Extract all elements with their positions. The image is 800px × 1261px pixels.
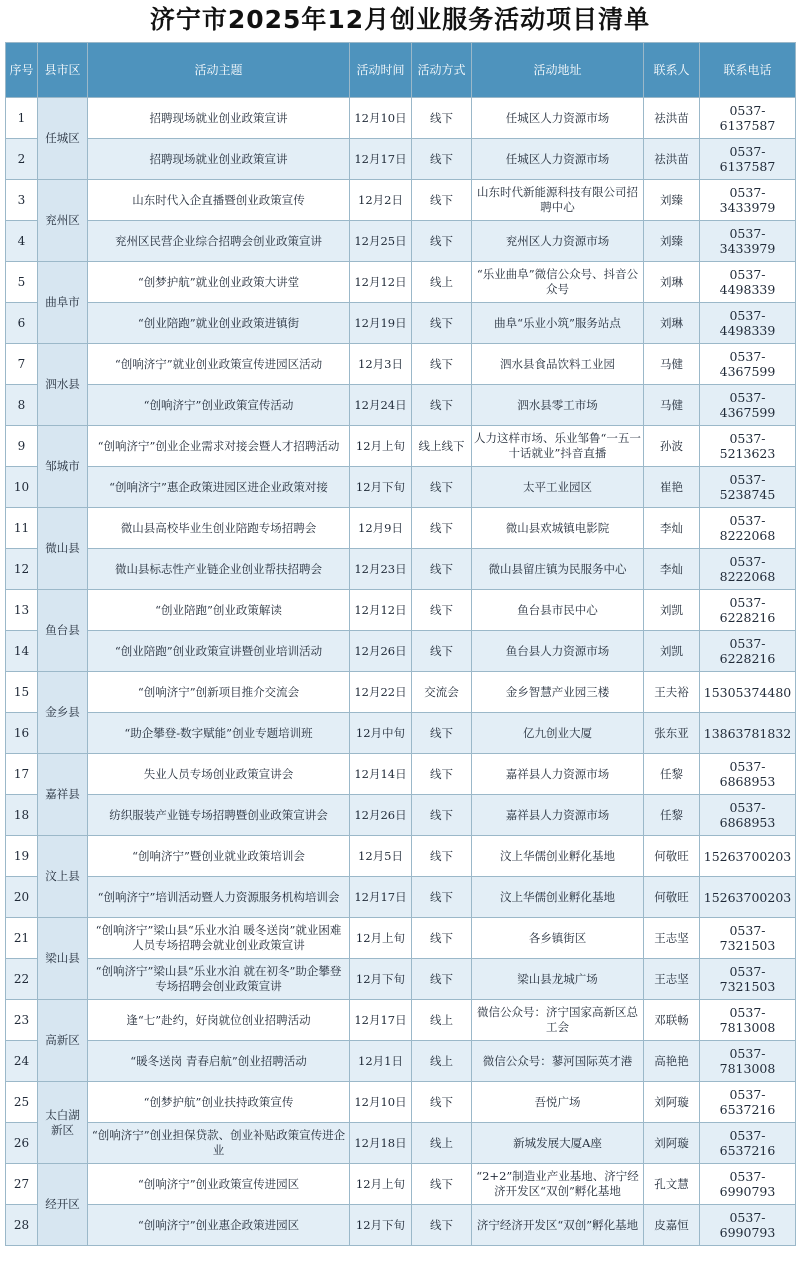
cell-mode: 线下 <box>412 1082 472 1123</box>
cell-time: 12月中旬 <box>350 713 412 754</box>
cell-mode: 线下 <box>412 590 472 631</box>
cell-no: 2 <box>6 139 38 180</box>
cell-mode: 线下 <box>412 221 472 262</box>
cell-address: “乐业曲阜”微信公众号、抖音公众号 <box>472 262 644 303</box>
cell-no: 10 <box>6 467 38 508</box>
cell-contact: 王志坚 <box>644 918 700 959</box>
cell-theme: 微山县高校毕业生创业陪跑专场招聘会 <box>88 508 350 549</box>
cell-theme: 失业人员专场创业政策宣讲会 <box>88 754 350 795</box>
cell-no: 11 <box>6 508 38 549</box>
cell-phone: 0537-6990793 <box>700 1205 796 1246</box>
cell-theme: “创响济宁”惠企政策进园区进企业政策对接 <box>88 467 350 508</box>
cell-no: 6 <box>6 303 38 344</box>
cell-theme: “创业陪跑”就业创业政策进镇街 <box>88 303 350 344</box>
cell-mode: 交流会 <box>412 672 472 713</box>
cell-mode: 线下 <box>412 836 472 877</box>
cell-mode: 线上 <box>412 1123 472 1164</box>
table-row <box>6 713 796 754</box>
cell-time: 12月25日 <box>350 221 412 262</box>
cell-contact: 王志坚 <box>644 959 700 1000</box>
cell-no: 21 <box>6 918 38 959</box>
cell-address: 泗水县食品饮料工业园 <box>472 344 644 385</box>
cell-theme: “暖冬送岗 青春启航”创业招聘活动 <box>88 1041 350 1082</box>
cell-theme: 逢“七”赴约，好岗就位创业招聘活动 <box>88 1000 350 1041</box>
cell-time: 12月3日 <box>350 344 412 385</box>
cell-address: 金乡智慧产业园三楼 <box>472 672 644 713</box>
cell-no: 20 <box>6 877 38 918</box>
cell-phone: 15263700203 <box>700 836 796 877</box>
cell-phone: 0537-6228216 <box>700 631 796 672</box>
table-row <box>6 98 796 139</box>
table-header <box>6 43 796 98</box>
cell-phone: 0537-6868953 <box>700 795 796 836</box>
cell-address: 曲阜“乐业小筑”服务站点 <box>472 303 644 344</box>
cell-time: 12月上旬 <box>350 918 412 959</box>
cell-theme: “创响济宁”创业担保贷款、创业补贴政策宣传进企业 <box>88 1123 350 1164</box>
table-row <box>6 631 796 672</box>
cell-county: 嘉祥县 <box>38 754 88 836</box>
cell-no: 17 <box>6 754 38 795</box>
cell-mode: 线下 <box>412 467 472 508</box>
cell-mode: 线上线下 <box>412 426 472 467</box>
cell-county: 高新区 <box>38 1000 88 1082</box>
cell-address: 微信公众号：济宁国家高新区总工会 <box>472 1000 644 1041</box>
cell-county: 微山县 <box>38 508 88 590</box>
table-row <box>6 221 796 262</box>
cell-address: 亿九创业大厦 <box>472 713 644 754</box>
cell-theme: “创响济宁”创业政策宣传进园区 <box>88 1164 350 1205</box>
cell-time: 12月12日 <box>350 590 412 631</box>
cell-contact: 刘凯 <box>644 631 700 672</box>
cell-contact: 祛洪苗 <box>644 98 700 139</box>
cell-address: 吾悦广场 <box>472 1082 644 1123</box>
cell-theme: “创响济宁”梁山县“乐业水泊 就在初冬”助企攀登专场招聘会创业政策宣讲 <box>88 959 350 1000</box>
table-row <box>6 1205 796 1246</box>
cell-no: 19 <box>6 836 38 877</box>
cell-phone: 0537-6537216 <box>700 1123 796 1164</box>
cell-address: 鱼台县市民中心 <box>472 590 644 631</box>
cell-no: 18 <box>6 795 38 836</box>
cell-theme: “创响济宁”创业惠企政策进园区 <box>88 1205 350 1246</box>
cell-county: 兖州区 <box>38 180 88 262</box>
cell-phone: 0537-6228216 <box>700 590 796 631</box>
table-row <box>6 549 796 590</box>
table-row <box>6 672 796 713</box>
cell-contact: 刘臻 <box>644 221 700 262</box>
cell-phone: 0537-6537216 <box>700 1082 796 1123</box>
cell-contact: 刘臻 <box>644 180 700 221</box>
table-row <box>6 262 796 303</box>
cell-phone: 0537-7321503 <box>700 918 796 959</box>
cell-phone: 0537-7813008 <box>700 1000 796 1041</box>
cell-time: 12月12日 <box>350 262 412 303</box>
cell-contact: 张东亚 <box>644 713 700 754</box>
cell-address: 各乡镇街区 <box>472 918 644 959</box>
cell-theme: “创响济宁”梁山县“乐业水泊 暖冬送岗”就业困难人员专场招聘会就业创业政策宣讲 <box>88 918 350 959</box>
cell-theme: “创梦护航”创业扶持政策宣传 <box>88 1082 350 1123</box>
cell-address: 汶上华儒创业孵化基地 <box>472 877 644 918</box>
cell-contact: 祛洪苗 <box>644 139 700 180</box>
table-row <box>6 836 796 877</box>
table-row <box>6 467 796 508</box>
cell-county: 金乡县 <box>38 672 88 754</box>
cell-theme: 招聘现场就业创业政策宣讲 <box>88 98 350 139</box>
cell-contact: 孔文慧 <box>644 1164 700 1205</box>
table-row <box>6 877 796 918</box>
table-row <box>6 139 796 180</box>
cell-address: 微信公众号：蓼河国际英才港 <box>472 1041 644 1082</box>
table-row <box>6 385 796 426</box>
cell-theme: 纺织服装产业链专场招聘暨创业政策宣讲会 <box>88 795 350 836</box>
cell-theme: 招聘现场就业创业政策宣讲 <box>88 139 350 180</box>
cell-phone: 0537-7813008 <box>700 1041 796 1082</box>
header-row <box>6 43 796 98</box>
cell-mode: 线上 <box>412 1041 472 1082</box>
cell-address: 太平工业园区 <box>472 467 644 508</box>
cell-phone: 13863781832 <box>700 713 796 754</box>
cell-time: 12月26日 <box>350 795 412 836</box>
cell-mode: 线下 <box>412 1205 472 1246</box>
cell-time: 12月14日 <box>350 754 412 795</box>
cell-time: 12月上旬 <box>350 426 412 467</box>
cell-mode: 线下 <box>412 549 472 590</box>
cell-no: 12 <box>6 549 38 590</box>
cell-phone: 0537-6137587 <box>700 98 796 139</box>
cell-mode: 线上 <box>412 1000 472 1041</box>
cell-address: “2+2”制造业产业基地、济宁经济开发区“双创”孵化基地 <box>472 1164 644 1205</box>
header-contact: 联系人 <box>644 43 700 98</box>
cell-address: 微山县欢城镇电影院 <box>472 508 644 549</box>
cell-no: 24 <box>6 1041 38 1082</box>
cell-phone: 0537-7321503 <box>700 959 796 1000</box>
cell-address: 泗水县零工市场 <box>472 385 644 426</box>
cell-contact: 刘琳 <box>644 303 700 344</box>
cell-mode: 线上 <box>412 262 472 303</box>
cell-mode: 线下 <box>412 631 472 672</box>
cell-time: 12月10日 <box>350 98 412 139</box>
cell-theme: “创响济宁”创业企业需求对接会暨人才招聘活动 <box>88 426 350 467</box>
cell-contact: 高艳艳 <box>644 1041 700 1082</box>
cell-time: 12月17日 <box>350 877 412 918</box>
cell-county: 邹城市 <box>38 426 88 508</box>
cell-contact: 马健 <box>644 385 700 426</box>
cell-phone: 0537-8222068 <box>700 549 796 590</box>
cell-mode: 线下 <box>412 918 472 959</box>
table-row <box>6 959 796 1000</box>
cell-theme: “创业陪跑”创业政策宣讲暨创业培训活动 <box>88 631 350 672</box>
table-body <box>6 98 796 1246</box>
header-no: 序号 <box>6 43 38 98</box>
cell-county: 任城区 <box>38 98 88 180</box>
cell-address: 微山县留庄镇为民服务中心 <box>472 549 644 590</box>
cell-time: 12月上旬 <box>350 1164 412 1205</box>
cell-no: 26 <box>6 1123 38 1164</box>
cell-mode: 线下 <box>412 344 472 385</box>
cell-mode: 线下 <box>412 303 472 344</box>
cell-phone: 0537-5238745 <box>700 467 796 508</box>
cell-address: 济宁经济开发区“双创”孵化基地 <box>472 1205 644 1246</box>
table-row <box>6 1164 796 1205</box>
cell-phone: 0537-4498339 <box>700 262 796 303</box>
cell-no: 16 <box>6 713 38 754</box>
cell-county: 泗水县 <box>38 344 88 426</box>
cell-time: 12月下旬 <box>350 959 412 1000</box>
cell-theme: “创响济宁”就业创业政策宣传进园区活动 <box>88 344 350 385</box>
table-row <box>6 344 796 385</box>
table-row <box>6 918 796 959</box>
cell-no: 4 <box>6 221 38 262</box>
cell-theme: “创响济宁”创新项目推介交流会 <box>88 672 350 713</box>
cell-no: 9 <box>6 426 38 467</box>
cell-no: 23 <box>6 1000 38 1041</box>
cell-time: 12月下旬 <box>350 467 412 508</box>
cell-phone: 15263700203 <box>700 877 796 918</box>
cell-contact: 王夫裕 <box>644 672 700 713</box>
cell-time: 12月23日 <box>350 549 412 590</box>
cell-contact: 邓联畅 <box>644 1000 700 1041</box>
table-row <box>6 754 796 795</box>
cell-time: 12月9日 <box>350 508 412 549</box>
cell-time: 12月17日 <box>350 139 412 180</box>
table-row <box>6 1123 796 1164</box>
cell-phone: 0537-3433979 <box>700 180 796 221</box>
cell-mode: 线下 <box>412 713 472 754</box>
cell-mode: 线下 <box>412 180 472 221</box>
cell-phone: 0537-4498339 <box>700 303 796 344</box>
header-address: 活动地址 <box>472 43 644 98</box>
cell-contact: 刘琳 <box>644 262 700 303</box>
cell-county: 曲阜市 <box>38 262 88 344</box>
cell-county: 经开区 <box>38 1164 88 1246</box>
cell-mode: 线下 <box>412 1164 472 1205</box>
cell-address: 梁山县龙城广场 <box>472 959 644 1000</box>
cell-time: 12月下旬 <box>350 1205 412 1246</box>
cell-county: 鱼台县 <box>38 590 88 672</box>
cell-contact: 孙波 <box>644 426 700 467</box>
header-theme: 活动主题 <box>88 43 350 98</box>
cell-mode: 线下 <box>412 877 472 918</box>
cell-contact: 皮嘉恒 <box>644 1205 700 1246</box>
cell-contact: 何敬旺 <box>644 877 700 918</box>
cell-theme: “创响济宁”创业政策宣传活动 <box>88 385 350 426</box>
cell-address: 任城区人力资源市场 <box>472 139 644 180</box>
cell-mode: 线下 <box>412 139 472 180</box>
cell-time: 12月5日 <box>350 836 412 877</box>
cell-time: 12月22日 <box>350 672 412 713</box>
cell-contact: 任黎 <box>644 754 700 795</box>
cell-address: 汶上华儒创业孵化基地 <box>472 836 644 877</box>
cell-theme: “创响济宁”暨创业就业政策培训会 <box>88 836 350 877</box>
cell-contact: 何敬旺 <box>644 836 700 877</box>
cell-no: 3 <box>6 180 38 221</box>
cell-theme: “创梦护航”就业创业政策大讲堂 <box>88 262 350 303</box>
cell-time: 12月2日 <box>350 180 412 221</box>
cell-mode: 线下 <box>412 98 472 139</box>
cell-county: 汶上县 <box>38 836 88 918</box>
cell-mode: 线下 <box>412 959 472 1000</box>
activity-table <box>5 42 796 1246</box>
table-row <box>6 1041 796 1082</box>
header-county: 县市区 <box>38 43 88 98</box>
cell-no: 14 <box>6 631 38 672</box>
cell-no: 8 <box>6 385 38 426</box>
cell-contact: 刘阿璇 <box>644 1123 700 1164</box>
cell-contact: 任黎 <box>644 795 700 836</box>
cell-theme: 微山县标志性产业链企业创业帮扶招聘会 <box>88 549 350 590</box>
cell-phone: 0537-6137587 <box>700 139 796 180</box>
cell-no: 27 <box>6 1164 38 1205</box>
cell-contact: 马健 <box>644 344 700 385</box>
cell-no: 15 <box>6 672 38 713</box>
cell-no: 22 <box>6 959 38 1000</box>
cell-theme: “助企攀登-数字赋能”创业专题培训班 <box>88 713 350 754</box>
cell-address: 嘉祥县人力资源市场 <box>472 754 644 795</box>
header-mode: 活动方式 <box>412 43 472 98</box>
cell-contact: 刘阿璇 <box>644 1082 700 1123</box>
table-row <box>6 180 796 221</box>
cell-mode: 线下 <box>412 795 472 836</box>
table-row <box>6 1000 796 1041</box>
cell-phone: 0537-4367599 <box>700 344 796 385</box>
cell-contact: 李灿 <box>644 508 700 549</box>
cell-address: 新城发展大厦A座 <box>472 1123 644 1164</box>
cell-no: 28 <box>6 1205 38 1246</box>
cell-address: 任城区人力资源市场 <box>472 98 644 139</box>
table-row <box>6 1082 796 1123</box>
cell-contact: 李灿 <box>644 549 700 590</box>
cell-mode: 线下 <box>412 754 472 795</box>
cell-address: 人力这样市场、乐业邹鲁“一五一十话就业”抖音直播 <box>472 426 644 467</box>
cell-mode: 线下 <box>412 508 472 549</box>
cell-time: 12月18日 <box>350 1123 412 1164</box>
cell-contact: 刘凯 <box>644 590 700 631</box>
cell-phone: 0537-4367599 <box>700 385 796 426</box>
cell-time: 12月17日 <box>350 1000 412 1041</box>
table-row <box>6 590 796 631</box>
cell-phone: 0537-6990793 <box>700 1164 796 1205</box>
page-title: 济宁市2025年12月创业服务活动项目清单 <box>149 5 651 34</box>
table-row <box>6 426 796 467</box>
cell-no: 7 <box>6 344 38 385</box>
cell-phone: 0537-5213623 <box>700 426 796 467</box>
table-row <box>6 795 796 836</box>
cell-address: 鱼台县人力资源市场 <box>472 631 644 672</box>
cell-theme: 山东时代入企直播暨创业政策宣传 <box>88 180 350 221</box>
cell-no: 13 <box>6 590 38 631</box>
cell-time: 12月24日 <box>350 385 412 426</box>
cell-county: 梁山县 <box>38 918 88 1000</box>
header-time: 活动时间 <box>350 43 412 98</box>
cell-phone: 0537-6868953 <box>700 754 796 795</box>
cell-no: 1 <box>6 98 38 139</box>
cell-no: 25 <box>6 1082 38 1123</box>
cell-address: 兖州区人力资源市场 <box>472 221 644 262</box>
cell-time: 12月19日 <box>350 303 412 344</box>
cell-phone: 15305374480 <box>700 672 796 713</box>
cell-theme: 兖州区民营企业综合招聘会创业政策宣讲 <box>88 221 350 262</box>
cell-time: 12月1日 <box>350 1041 412 1082</box>
cell-phone: 0537-3433979 <box>700 221 796 262</box>
cell-phone: 0537-8222068 <box>700 508 796 549</box>
cell-mode: 线下 <box>412 385 472 426</box>
table-row <box>6 303 796 344</box>
cell-time: 12月10日 <box>350 1082 412 1123</box>
cell-theme: “创响济宁”培训活动暨人力资源服务机构培训会 <box>88 877 350 918</box>
cell-theme: “创业陪跑”创业政策解读 <box>88 590 350 631</box>
cell-address: 嘉祥县人力资源市场 <box>472 795 644 836</box>
header-phone: 联系电话 <box>700 43 796 98</box>
table-row <box>6 508 796 549</box>
cell-time: 12月26日 <box>350 631 412 672</box>
cell-address: 山东时代新能源科技有限公司招聘中心 <box>472 180 644 221</box>
cell-contact: 崔艳 <box>644 467 700 508</box>
cell-no: 5 <box>6 262 38 303</box>
cell-county: 太白湖新区 <box>38 1082 88 1164</box>
